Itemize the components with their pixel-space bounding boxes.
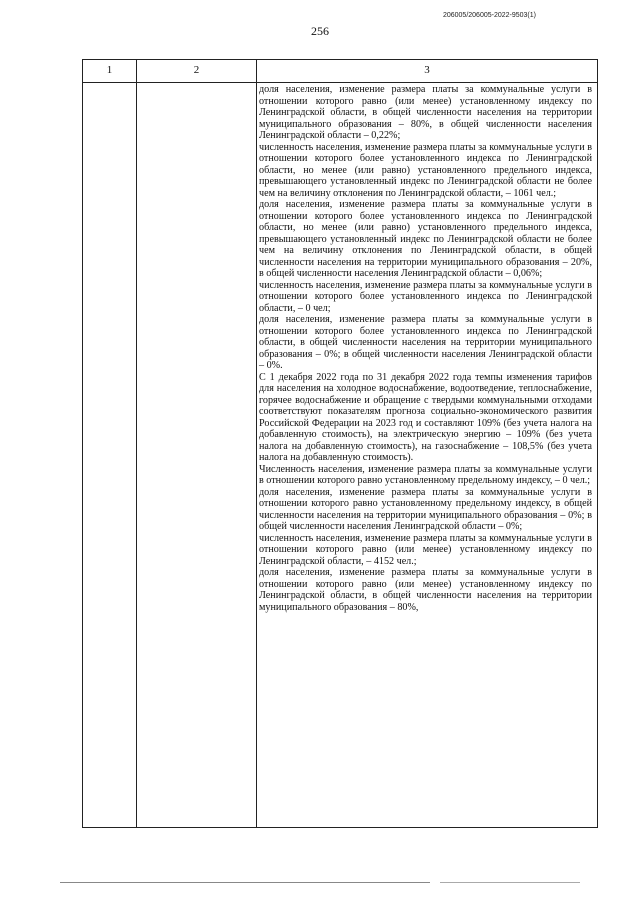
column-3-text [259,84,592,613]
scan-edge-line [440,882,580,883]
paragraph: Численность населения, изменение размера платы за коммунальные услуги в отношении которого равно установленному предельному индексу, – 0 чел.; [259,463,592,486]
paragraph: доля населения, изменение размера платы за коммунальные услуги в отношении которого равно (или менее) установленному индексу по Ленинградской области, в общей численности населения на территории муниципального образования – 80%, в общей численности населения Ленинградской области – 0,22%; [259,84,592,141]
paragraph: доля населения, изменение размера платы за коммунальные услуги в отношении которого более установленного индекса по Ленинградской области, но менее (или равно) установленного предельного индекса, превышающего установленный индекс по Ленинградской области не более чем на величину отклонения по Ленинградской области, в общей численности населения на территории муниципального образования – 20%, в общей численности населения Ленинградской области – 0,06%; [259,199,592,279]
page-number: 256 [311,24,329,38]
paragraph: С 1 декабря 2022 года по 31 декабря 2022 года темпы изменения тарифов для населения на холодное водоснабжение, водоотведение, теплоснабжение, горячее водоснабжение и обращение с твердыми коммунальными отходами соответствуют показателям прогноза социально-экономического развития Российской Федерации на 2023 год и составляют 109% (без учета налога на добавленную стоимость), на электрическую энергию – 109% (без учета налога на добавленную стоимость), на газоснабжение – 108,5% (без учета налога на добавленную стоимость). [259,371,592,463]
paragraph: численность населения, изменение размера платы за коммунальные услуги в отношении которого более установленного индекса по Ленинградской области, но менее (или равно) установленного предельного индекса, превышающего установленный индекс по Ленинградской области не более чем на величину отклонения по Ленинградской области, – 1061 чел.; [259,141,592,199]
column-header-2: 2 [193,64,200,76]
paragraph: доля населения, изменение размера платы за коммунальные услуги в отношении которого равно установленному предельному индексу, в общей численности населения на территории муниципального образования – 0%; в общей численности населения Ленинградской области – 0%; [259,486,592,532]
header-row-divider [83,82,597,83]
column-header-1: 1 [106,64,113,76]
doc-code: 206005/206005-2022-9503(1) [442,12,536,19]
document-table [82,59,598,828]
paragraph: доля населения, изменение размера платы за коммунальные услуги в отношении которого равно (или менее) установленному индексу по Ленинградской области, в общей численности населения на территории муниципального образования – 80%, [259,567,592,613]
paragraph: доля населения, изменение размера платы за коммунальные услуги в отношении которого более установленного индекса по Ленинградской области, в общей численности населения на территории муниципального образования – 0%; в общей численности населения Ленинградской области – 0%. [259,314,592,371]
column-header-3: 3 [424,64,430,76]
column-divider-2 [256,60,257,827]
column-divider-1 [136,60,137,827]
paragraph: численность населения, изменение размера платы за коммунальные услуги в отношении которого равно (или менее) установленному индексу по Ленинградской области, – 4152 чел.; [259,532,592,567]
paragraph: численность населения, изменение размера платы за коммунальные услуги в отношении которого более установленного индекса по Ленинградской области, – 0 чел; [259,279,592,314]
scan-edge-line [60,882,430,883]
